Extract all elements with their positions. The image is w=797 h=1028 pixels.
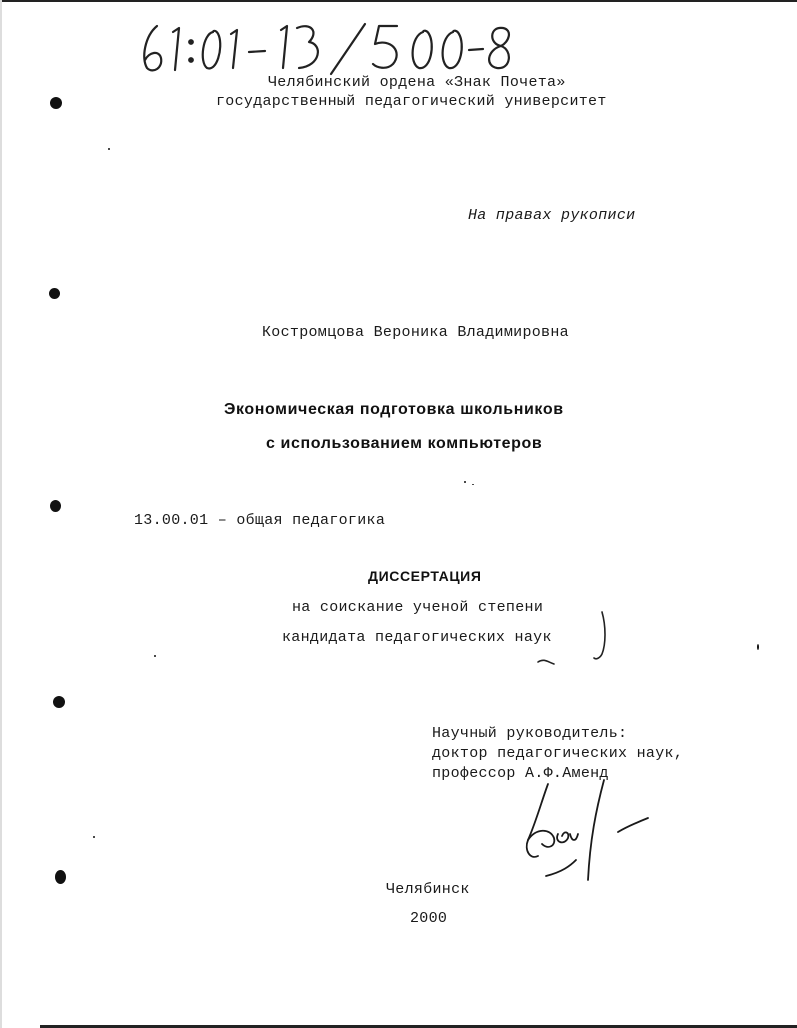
handwritten-signature [506, 770, 666, 890]
degree-line-2: кандидата педагогических наук [282, 629, 552, 646]
city: Челябинск [386, 881, 470, 898]
degree-line-1: на соискание ученой степени [292, 599, 544, 616]
institution-line-2: государственный педагогический университет [216, 93, 607, 110]
dissertation-label: ДИССЕРТАЦИЯ [368, 568, 482, 584]
binder-hole-mark [55, 870, 66, 884]
scan-speck [757, 644, 759, 650]
scan-edge-top [0, 0, 797, 2]
dissertation-title-line-2: с использованием компьютеров [266, 435, 543, 452]
scan-speck [108, 148, 110, 150]
scan-speck [154, 655, 156, 657]
pen-bracket-mark [536, 596, 616, 676]
manuscript-rights-note: На правах рукописи [468, 207, 636, 224]
specialty-code: 13.00.01 – общая педагогика [134, 512, 386, 529]
binder-hole-mark [50, 500, 61, 512]
handwritten-archive-code [135, 18, 515, 78]
scan-speck [464, 481, 466, 483]
binder-hole-mark [50, 97, 62, 109]
author-name: Костромцова Вероника Владимировна [262, 324, 569, 341]
supervisor-label: Научный руководитель: [432, 725, 628, 742]
year: 2000 [410, 910, 448, 927]
supervisor-degree: доктор педагогических наук, [432, 745, 684, 762]
scan-edge-left [0, 0, 2, 1028]
scan-speck [472, 484, 474, 485]
institution-line-1: Челябинский ордена «Знак Почета» [268, 74, 566, 91]
binder-hole-mark [53, 696, 65, 708]
supervisor-name: профессор А.Ф.Аменд [432, 765, 609, 782]
dissertation-title-line-1: Экономическая подготовка школьников [224, 401, 564, 418]
binder-hole-mark [49, 288, 60, 299]
scan-speck [93, 836, 95, 838]
